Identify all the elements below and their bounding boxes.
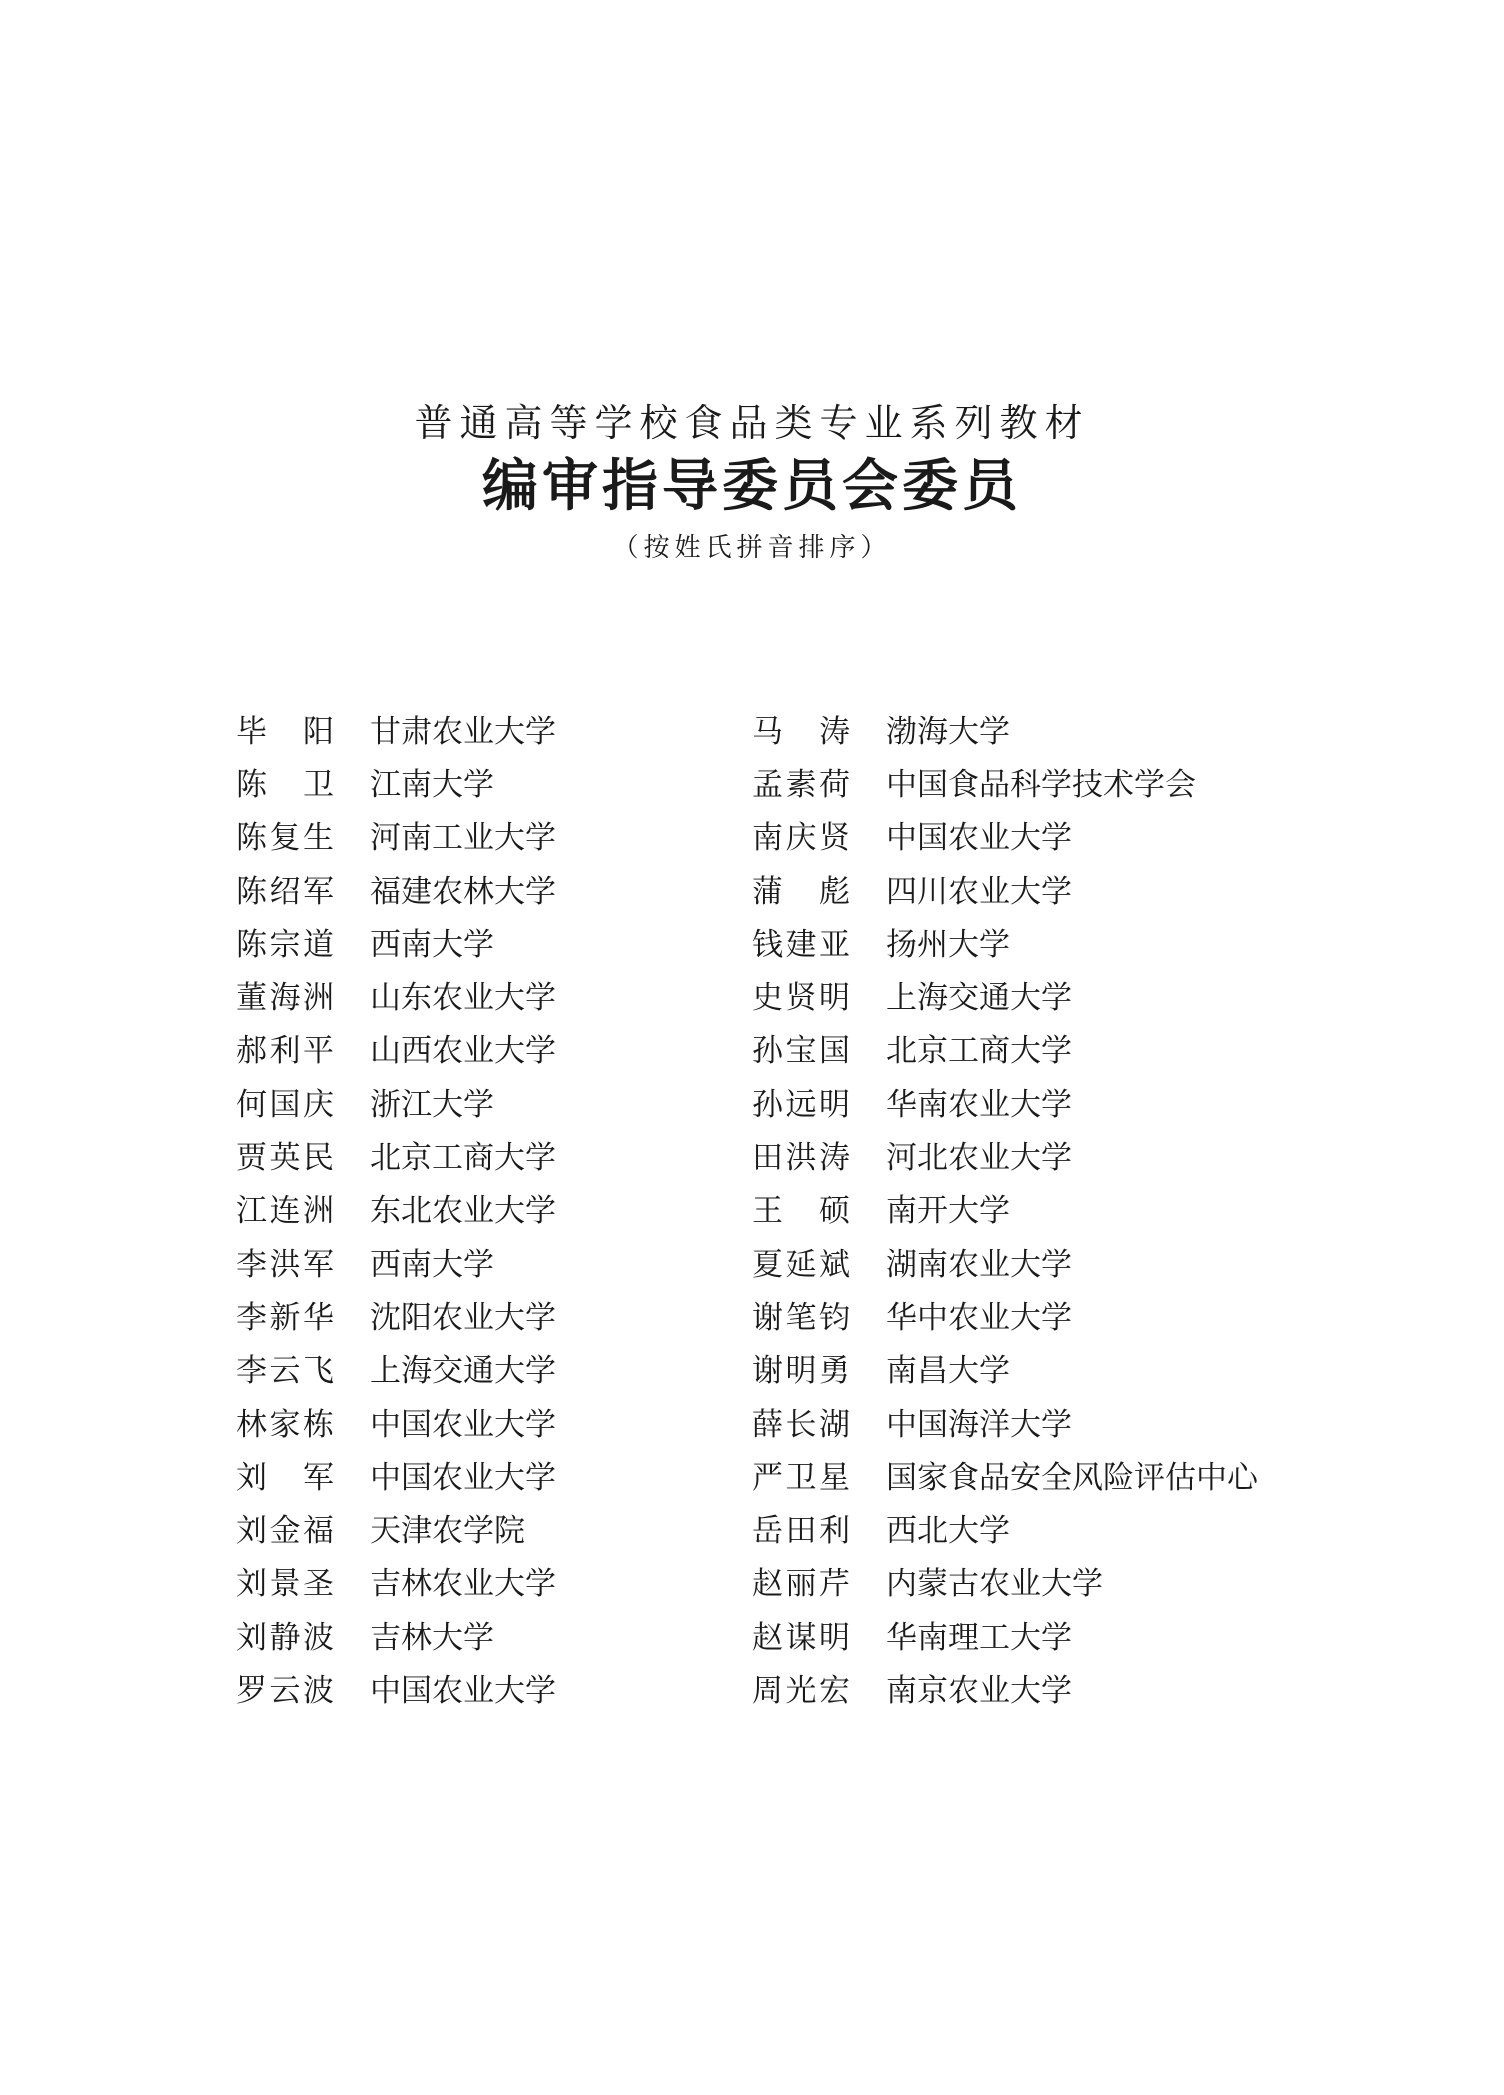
member-org: 浙江大学: [370, 1086, 494, 1123]
member-name: 李新华: [236, 1299, 334, 1336]
list-item: [236, 1451, 556, 1504]
member-name: 林家栋: [236, 1406, 334, 1443]
member-name: 陈绍军: [236, 873, 334, 910]
member-name: 马 涛: [752, 713, 850, 750]
list-item: [236, 1398, 556, 1451]
page-title: 编审指导委员会委员: [482, 454, 1022, 519]
list-item: [236, 1558, 556, 1611]
list-item: [236, 1025, 556, 1078]
member-org: 东北农业大学: [370, 1193, 556, 1230]
member-name: 刘 军: [236, 1459, 334, 1496]
list-item: [236, 758, 556, 811]
list-item: [752, 1078, 1258, 1131]
list-item: [236, 1664, 556, 1717]
member-name: 谢笔钧: [752, 1299, 850, 1336]
member-org: 南开大学: [886, 1193, 1010, 1230]
list-item: [752, 1611, 1258, 1664]
member-name: 孙宝国: [752, 1033, 850, 1070]
list-item: [236, 705, 556, 758]
member-name: 董海洲: [236, 980, 334, 1017]
member-org: 中国农业大学: [370, 1459, 556, 1496]
member-name: 孟素荷: [752, 766, 850, 803]
member-name: 陈 卫: [236, 766, 334, 803]
list-item: [752, 1131, 1258, 1184]
list-item: [752, 1398, 1258, 1451]
member-org: 北京工商大学: [886, 1033, 1072, 1070]
member-org: 河北农业大学: [886, 1140, 1072, 1177]
member-name: 李云飞: [236, 1353, 334, 1390]
list-item: [236, 1131, 556, 1184]
member-org: 中国农业大学: [886, 820, 1072, 857]
member-org: 西南大学: [370, 926, 494, 963]
member-name: 李洪军: [236, 1246, 334, 1283]
member-name: 田洪涛: [752, 1140, 850, 1177]
member-org: 北京工商大学: [370, 1140, 556, 1177]
list-item: [236, 1238, 556, 1291]
list-item: [752, 1451, 1258, 1504]
member-org: 四川农业大学: [886, 873, 1072, 910]
member-org: 南京农业大学: [886, 1672, 1072, 1709]
member-org: 天津农学院: [370, 1513, 525, 1550]
member-org: 扬州大学: [886, 926, 1010, 963]
list-item: [236, 1504, 556, 1557]
member-name: 江连洲: [236, 1193, 334, 1230]
list-item: [752, 812, 1258, 865]
member-name: 岳田利: [752, 1513, 850, 1550]
list-item: [752, 971, 1258, 1024]
member-name: 南庆贤: [752, 820, 850, 857]
member-name: 罗云波: [236, 1672, 334, 1709]
member-org: 中国农业大学: [370, 1672, 556, 1709]
member-name: 周光宏: [752, 1672, 850, 1709]
member-org: 上海交通大学: [370, 1353, 556, 1390]
list-item: [236, 812, 556, 865]
member-name: 蒲 彪: [752, 873, 850, 910]
list-item: [236, 1291, 556, 1344]
member-name: 陈复生: [236, 820, 334, 857]
list-item: [752, 918, 1258, 971]
member-name: 刘金福: [236, 1513, 334, 1550]
member-org: 上海交通大学: [886, 980, 1072, 1017]
member-org: 江南大学: [370, 766, 494, 803]
member-name: 谢明勇: [752, 1353, 850, 1390]
member-name: 毕 阳: [236, 713, 334, 750]
list-item: [752, 1291, 1258, 1344]
member-org: 中国食品科学技术学会: [886, 766, 1196, 803]
list-item: [752, 758, 1258, 811]
member-name: 何国庆: [236, 1086, 334, 1123]
list-item: [752, 1504, 1258, 1557]
list-item: [752, 1345, 1258, 1398]
member-name: 严卫星: [752, 1459, 850, 1496]
member-org: 国家食品安全风险评估中心: [886, 1459, 1258, 1496]
list-item: [236, 918, 556, 971]
list-item: [752, 1185, 1258, 1238]
member-list-left: [236, 705, 556, 1718]
member-org: 内蒙古农业大学: [886, 1566, 1103, 1603]
member-org: 中国农业大学: [370, 1406, 556, 1443]
member-name: 赵谋明: [752, 1619, 850, 1656]
member-name: 贾英民: [236, 1140, 334, 1177]
member-org: 沈阳农业大学: [370, 1299, 556, 1336]
list-item: [236, 1345, 556, 1398]
list-item: [236, 971, 556, 1024]
member-name: 孙远明: [752, 1086, 850, 1123]
member-name: 郝利平: [236, 1033, 334, 1070]
member-name: 刘静波: [236, 1619, 334, 1656]
list-item: [752, 705, 1258, 758]
member-name: 王 硕: [752, 1193, 850, 1230]
member-org: 湖南农业大学: [886, 1246, 1072, 1283]
member-name: 夏延斌: [752, 1246, 850, 1283]
member-list-right: [752, 705, 1258, 1718]
list-item: [236, 1185, 556, 1238]
series-title: 普通高等学校食品类专业系列教材: [414, 401, 1090, 445]
member-org: 吉林大学: [370, 1619, 494, 1656]
member-name: 陈宗道: [236, 926, 334, 963]
list-item: [752, 1025, 1258, 1078]
member-org: 华南农业大学: [886, 1086, 1072, 1123]
member-org: 山东农业大学: [370, 980, 556, 1017]
member-org: 华中农业大学: [886, 1299, 1072, 1336]
member-org: 西南大学: [370, 1246, 494, 1283]
member-org: 西北大学: [886, 1513, 1010, 1550]
member-name: 赵丽芹: [752, 1566, 850, 1603]
list-item: [752, 1238, 1258, 1291]
member-org: 福建农林大学: [370, 873, 556, 910]
member-org: 渤海大学: [886, 713, 1010, 750]
member-org: 南昌大学: [886, 1353, 1010, 1390]
member-name: 刘景圣: [236, 1566, 334, 1603]
member-name: 史贤明: [752, 980, 850, 1017]
list-item: [236, 1611, 556, 1664]
list-item: [236, 1078, 556, 1131]
member-org: 甘肃农业大学: [370, 713, 556, 750]
member-org: 中国海洋大学: [886, 1406, 1072, 1443]
member-org: 河南工业大学: [370, 820, 556, 857]
list-item: [752, 1558, 1258, 1611]
list-item: [752, 865, 1258, 918]
sort-note: （按姓氏拼音排序）: [612, 533, 892, 563]
member-org: 吉林农业大学: [370, 1566, 556, 1603]
member-org: 华南理工大学: [886, 1619, 1072, 1656]
list-item: [236, 865, 556, 918]
member-org: 山西农业大学: [370, 1033, 556, 1070]
member-name: 钱建亚: [752, 926, 850, 963]
list-item: [752, 1664, 1258, 1717]
member-name: 薛长湖: [752, 1406, 850, 1443]
